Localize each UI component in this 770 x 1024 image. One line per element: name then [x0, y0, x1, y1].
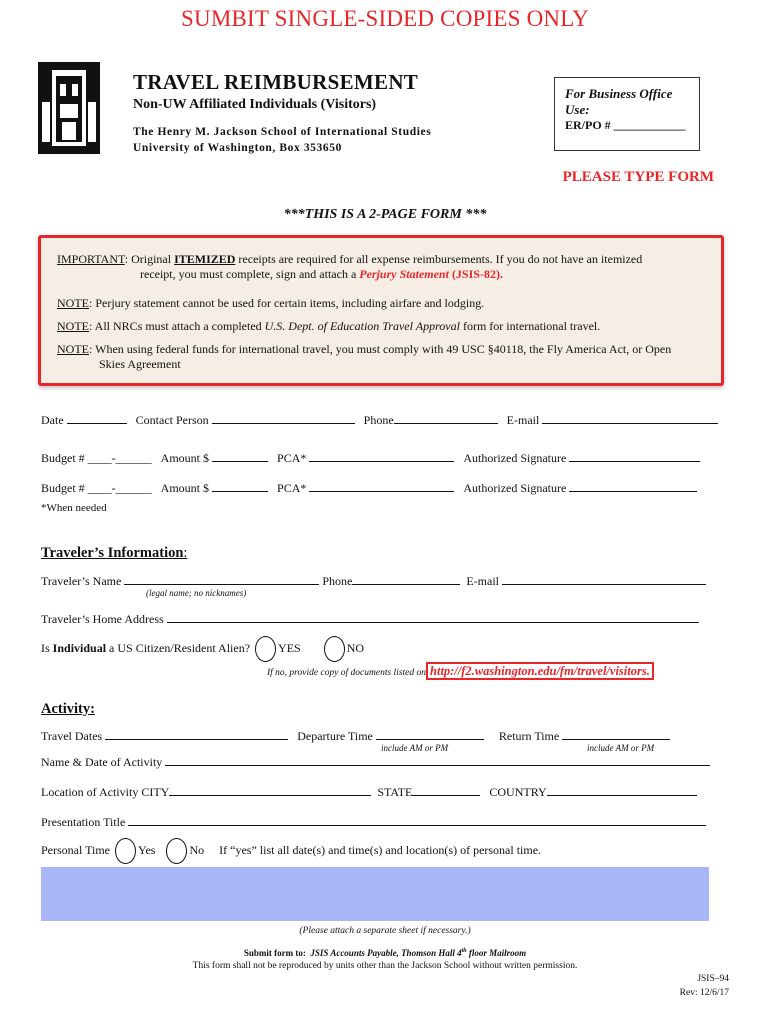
- activity-name-row: Name & Date of Activity: [41, 754, 710, 770]
- country-field[interactable]: [547, 784, 697, 796]
- presentation-row: Presentation Title: [41, 814, 706, 830]
- amount-field-2[interactable]: [212, 480, 268, 492]
- note-federal-funds: NOTE: When using federal funds for international travel, you must comply with 49 USC §40118, the Fly America Act, or Open: [57, 342, 672, 356]
- budget-field-2[interactable]: Budget # ____-______: [41, 481, 152, 495]
- note-nrc: NOTE: All NRCs must attach a completed U.S. Dept. of Education Travel Approval form for international travel.: [57, 319, 601, 333]
- submit-instructions: Submit form to: JSIS Accounts Payable, Thomson Hall 4th floor Mailroom: [243, 948, 527, 958]
- traveler-email-field[interactable]: [502, 573, 706, 585]
- note-federal-funds-cont: Skies Agreement: [99, 357, 181, 371]
- form-number: JSIS–94: [697, 974, 729, 984]
- phone-field[interactable]: [394, 412, 498, 424]
- pca-field-2[interactable]: [309, 480, 454, 492]
- erpo-field[interactable]: ER/PO # ____________: [565, 118, 686, 132]
- personal-time-row: Personal Time Yes No If “yes” list all date(s) and time(s) and location(s) of personal time.: [41, 838, 541, 864]
- travel-dates-row: Travel Dates Departure Time Return Time: [41, 728, 670, 744]
- activity-heading: Activity:: [41, 701, 95, 717]
- budget-row-1: Budget # ____-______ Amount $ PCA* Authorized Signature: [41, 450, 700, 466]
- traveler-name-field[interactable]: [124, 573, 319, 585]
- auth-signature-field-2[interactable]: [569, 480, 697, 492]
- when-needed-note: *When needed: [41, 502, 107, 514]
- form-code: [680, 972, 729, 1000]
- departure-time-field[interactable]: [376, 728, 484, 740]
- important-line1: IMPORTANT: Original ITEMIZED receipts are required for all expense reimbursements. If you do not have an itemized: [57, 252, 643, 266]
- visitor-docs-row: If no, provide copy of documents listed on http://f2.washington.edu/fm/travel/visitors.: [267, 664, 654, 679]
- attach-note: (Please attach a separate sheet if necessary.): [299, 926, 471, 936]
- amount-field-1[interactable]: [212, 450, 268, 462]
- budget-field-1[interactable]: Budget # ____-______: [41, 451, 152, 465]
- visitors-link[interactable]: http://f2.washington.edu/fm/travel/visitors.: [426, 662, 654, 680]
- contact-row: Date Contact Person Phone E-mail: [41, 412, 718, 428]
- single-sided-banner: SUMBIT SINGLE-SIDED COPIES ONLY: [181, 6, 589, 31]
- revision-date: Rev: 12/6/17: [679, 988, 729, 998]
- state-field[interactable]: [412, 784, 480, 796]
- travel-dates-field[interactable]: [105, 728, 288, 740]
- citizen-no-radio[interactable]: [324, 636, 345, 662]
- two-page-note: ***THIS IS A 2-PAGE FORM ***: [283, 207, 487, 222]
- home-address-row: Traveler’s Home Address: [41, 611, 699, 627]
- university-logo: [38, 62, 100, 154]
- return-ampm-hint: include AM or PM: [587, 743, 655, 753]
- traveler-info-heading: Traveler’s Information:: [41, 545, 188, 561]
- email-field[interactable]: [542, 412, 718, 424]
- departure-ampm-hint: include AM or PM: [381, 743, 449, 753]
- pca-field-1[interactable]: [309, 450, 454, 462]
- traveler-phone-field[interactable]: [352, 573, 460, 585]
- activity-name-field[interactable]: [165, 754, 710, 766]
- form-title: TRAVEL REIMBURSEMENT: [133, 70, 419, 94]
- citizen-yes-radio[interactable]: [255, 636, 276, 662]
- presentation-title-field[interactable]: [128, 814, 706, 826]
- personal-yes-radio[interactable]: [115, 838, 136, 864]
- personal-no-radio[interactable]: [166, 838, 187, 864]
- school-name: The Henry M. Jackson School of International Studies: [133, 126, 432, 138]
- school-address: [133, 124, 431, 156]
- auth-signature-field-1[interactable]: [569, 450, 700, 462]
- form-subtitle: Non-UW Affiliated Individuals (Visitors): [133, 97, 377, 112]
- date-field[interactable]: [67, 412, 127, 424]
- important-line2: receipt, you must complete, sign and attach a Perjury Statement (JSIS-82).: [140, 267, 503, 281]
- note-perjury: NOTE: Perjury statement cannot be used for certain items, including airfare and lodging.: [57, 296, 485, 310]
- traveler-name-row: Traveler’s Name Phone E-mail: [41, 573, 706, 589]
- legal-name-hint: (legal name; no nicknames): [146, 588, 247, 598]
- personal-time-details-field[interactable]: [41, 867, 709, 921]
- home-address-field[interactable]: [167, 611, 699, 623]
- budget-row-2: Budget # ____-______ Amount $ PCA* Authorized Signature: [41, 480, 697, 496]
- please-type-note: PLEASE TYPE FORM: [562, 169, 714, 185]
- return-time-field[interactable]: [562, 728, 670, 740]
- business-office-box: [554, 77, 700, 151]
- contact-person-field[interactable]: [212, 412, 355, 424]
- citizen-row: Is Individual a US Citizen/Resident Alien? YES NO: [41, 636, 364, 662]
- location-row: Location of Activity CITY STATE COUNTRY: [41, 784, 697, 800]
- office-heading: For Business Office Use:: [565, 86, 673, 117]
- city-field[interactable]: [169, 784, 371, 796]
- school-box: University of Washington, Box 353650: [133, 142, 342, 154]
- reproduction-notice: This form shall not be reproduced by units other than the Jackson School without written permission.: [192, 961, 578, 971]
- important-notice-box: [38, 235, 724, 386]
